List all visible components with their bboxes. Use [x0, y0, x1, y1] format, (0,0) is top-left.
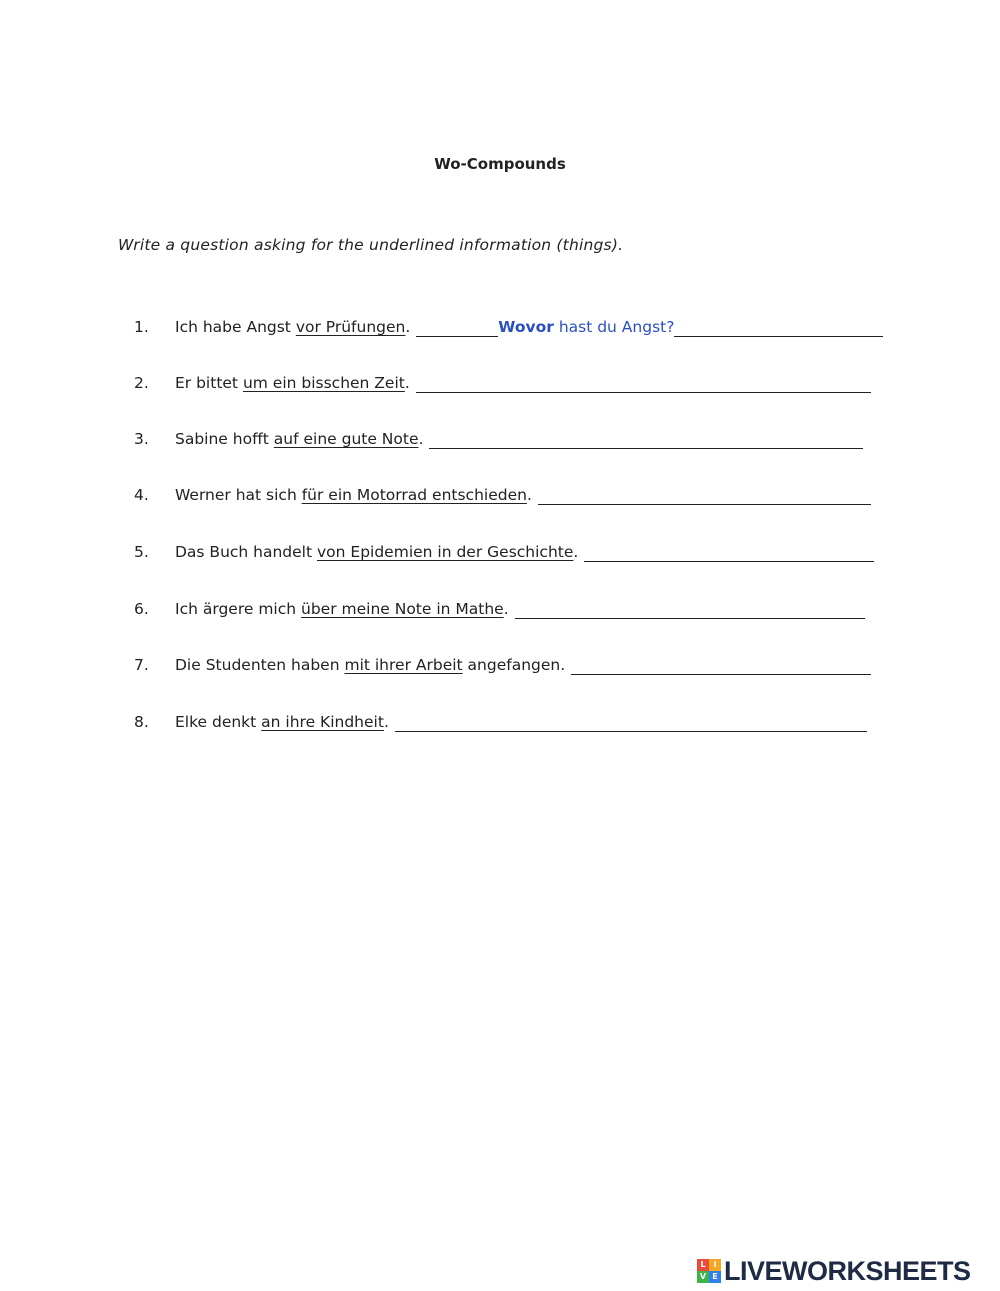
item-number: 7. — [134, 656, 149, 674]
exercise-item-7 — [0, 656, 1000, 680]
item-sentence — [175, 713, 867, 732]
answer-field[interactable] — [538, 486, 871, 505]
exercise-item-6 — [0, 600, 1000, 624]
answer-field[interactable] — [416, 374, 871, 393]
sentence-end: . — [418, 430, 424, 448]
sentence-end: . — [526, 486, 532, 504]
exercise-item-1 — [0, 318, 1000, 342]
underlined-phrase: um ein bisschen Zeit — [242, 374, 405, 392]
sentence-end: . — [573, 543, 579, 561]
item-sentence — [175, 600, 865, 619]
item-sentence — [175, 374, 871, 393]
logo-mark-icon — [697, 1259, 721, 1283]
item-number: 8. — [134, 713, 149, 731]
instruction-text: Write a question asking for the underlined information (things). — [118, 236, 624, 254]
sentence-start: Sabine hofft — [175, 430, 274, 448]
answer-field[interactable] — [416, 318, 883, 337]
sentence-end: . — [383, 713, 389, 731]
answer-field[interactable] — [429, 430, 863, 449]
answer-text — [498, 318, 674, 336]
sentence-end: . — [405, 318, 411, 336]
item-number: 2. — [134, 374, 149, 392]
sentence-start: Er bittet — [175, 374, 243, 392]
item-sentence — [175, 430, 863, 449]
item-number: 4. — [134, 486, 149, 504]
sentence-start: Die Studenten haben — [175, 656, 345, 674]
item-number: 1. — [134, 318, 149, 336]
sentence-start: Werner hat sich — [175, 486, 302, 504]
item-number: 3. — [134, 430, 149, 448]
liveworksheets-logo — [697, 1254, 971, 1288]
item-number: 5. — [134, 543, 149, 561]
worksheet-title: Wo-Compounds — [434, 155, 566, 173]
exercise-item-8 — [0, 713, 1000, 737]
logo-letter: V — [697, 1271, 709, 1283]
item-sentence — [175, 543, 874, 562]
underlined-phrase: an ihre Kindheit — [261, 713, 384, 731]
logo-letter: I — [709, 1259, 721, 1271]
answer-wo-compound: Wovor — [498, 318, 554, 336]
sentence-end: . — [404, 374, 410, 392]
underlined-phrase: vor Prüfungen — [295, 318, 406, 336]
sentence-start: Ich ärgere mich — [175, 600, 301, 618]
exercise-item-2 — [0, 374, 1000, 398]
logo-text: LIVEWORKSHEETS — [724, 1255, 971, 1286]
answer-field[interactable] — [515, 600, 865, 619]
item-number: 6. — [134, 600, 149, 618]
item-sentence — [175, 318, 883, 337]
underlined-phrase: von Epidemien in der Geschichte — [317, 543, 574, 561]
underlined-phrase: für ein Motorrad entschieden — [301, 486, 527, 504]
logo-letter: L — [697, 1259, 709, 1271]
logo-letter: E — [709, 1271, 721, 1283]
answer-rest: hast du Angst? — [553, 318, 675, 336]
item-sentence — [175, 486, 871, 505]
answer-field[interactable] — [571, 656, 871, 675]
sentence-start: Ich habe Angst — [175, 318, 296, 336]
sentence-start: Elke denkt — [175, 713, 262, 731]
answer-field[interactable] — [395, 713, 867, 732]
exercise-item-4 — [0, 486, 1000, 510]
underlined-phrase: auf eine gute Note — [273, 430, 419, 448]
sentence-end: . — [503, 600, 509, 618]
underlined-phrase: über meine Note in Mathe — [301, 600, 504, 618]
answer-blank-lead — [416, 318, 498, 337]
exercise-item-5 — [0, 543, 1000, 567]
sentence-end: angefangen. — [462, 656, 566, 674]
sentence-start: Das Buch handelt — [175, 543, 317, 561]
exercise-item-3 — [0, 430, 1000, 454]
answer-field[interactable] — [584, 543, 874, 562]
underlined-phrase: mit ihrer Arbeit — [344, 656, 463, 674]
item-sentence — [175, 656, 871, 675]
answer-blank-trail — [674, 318, 883, 337]
